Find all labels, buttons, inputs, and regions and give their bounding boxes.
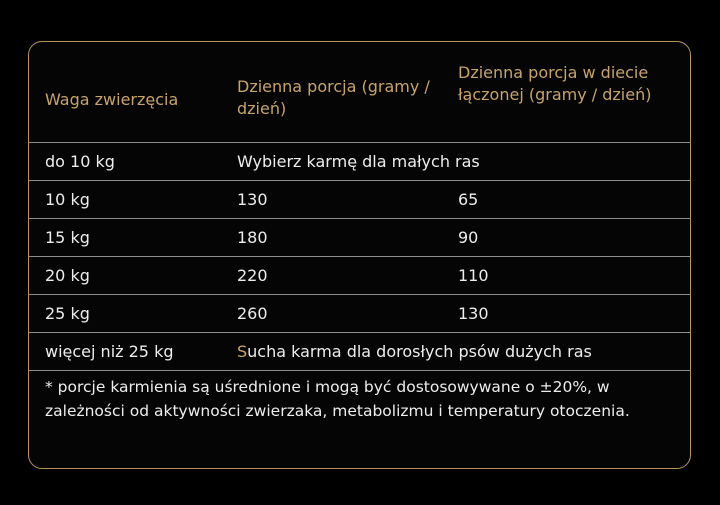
row-daily-portion: 220 <box>237 266 268 285</box>
row-weight: więcej niż 25 kg <box>45 342 174 361</box>
row-recommendation <box>237 341 592 363</box>
row-weight: do 10 kg <box>45 152 115 171</box>
feeding-table-card <box>28 41 691 469</box>
recommendation-first-letter: S <box>237 342 248 361</box>
table-row <box>29 295 690 333</box>
row-weight: 25 kg <box>45 304 90 323</box>
table-row <box>29 257 690 295</box>
table-header-row <box>29 42 690 143</box>
row-recommendation: Wybierz karmę dla małych ras <box>237 152 480 171</box>
header-mixed-diet-portion: Dzienna porcja w diecie łączonej (gramy / dzień) <box>458 63 652 104</box>
row-daily-portion: 180 <box>237 228 268 247</box>
table-row <box>29 219 690 257</box>
row-mixed-portion: 130 <box>458 304 489 323</box>
row-weight: 15 kg <box>45 228 90 247</box>
recommendation-rest: ucha karma dla dorosłych psów dużych ras <box>247 342 592 361</box>
row-daily-portion: 260 <box>237 304 268 323</box>
header-daily-portion: Dzienna porcja (gramy / dzień) <box>237 77 430 118</box>
row-mixed-portion: 65 <box>458 190 479 209</box>
row-weight: 10 kg <box>45 190 90 209</box>
table-row <box>29 181 690 219</box>
row-mixed-portion: 110 <box>458 266 489 285</box>
header-weight: Waga zwierzęcia <box>45 90 179 109</box>
table-row <box>29 143 690 181</box>
row-mixed-portion: 90 <box>458 228 479 247</box>
row-daily-portion: 130 <box>237 190 268 209</box>
footnote: * porcje karmienia są uśrednione i mogą być dostosowywane o ±20%, w zależności od aktywności zwierzaka, metabolizmu i temperatury otoczenia. <box>45 378 630 420</box>
row-weight: 20 kg <box>45 266 90 285</box>
table-row <box>29 333 690 371</box>
